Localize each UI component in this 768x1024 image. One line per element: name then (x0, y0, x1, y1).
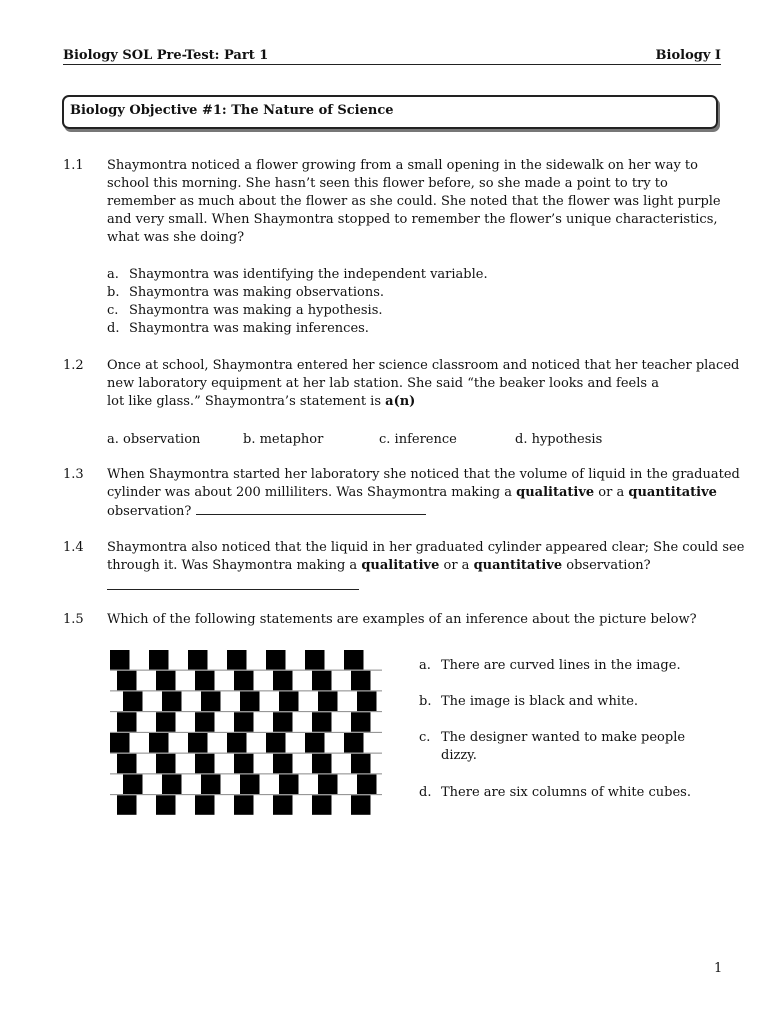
answer-option (107, 320, 369, 338)
illusion-tile (117, 671, 137, 691)
option-letter: c. (419, 730, 431, 745)
answer-option (107, 266, 488, 284)
illusion-tile (117, 712, 137, 732)
illusion-tile (195, 795, 215, 815)
illusion-tile (312, 671, 332, 691)
option-text: Shaymontra was identifying the independent variable. (129, 267, 488, 282)
illusion-tile (156, 671, 176, 691)
illusion-tile (162, 692, 182, 712)
illusion-tile (162, 775, 182, 795)
option-text: Shaymontra was making observations. (129, 285, 385, 300)
option-letter: a. (107, 267, 119, 282)
option-text: Shaymontra was making a hypothesis. (129, 303, 383, 318)
answer-option: a. observation (107, 432, 201, 447)
illusion-tile (351, 754, 371, 774)
illusion-tile (273, 754, 293, 774)
illusion-tile (318, 775, 338, 795)
question-number: 1.3 (63, 467, 84, 482)
question-number: 1.5 (63, 612, 84, 627)
illusion-tile (195, 671, 215, 691)
option-text: There are curved lines in the image. (441, 658, 681, 673)
illusion-tile (357, 775, 377, 795)
illusion-tile (234, 795, 254, 815)
illusion-tile (201, 692, 221, 712)
page-header (63, 48, 721, 65)
question-line (107, 393, 415, 411)
option-letter: a. (419, 658, 431, 673)
illusion-tile (227, 733, 247, 753)
question-line (107, 484, 717, 502)
question-line-text: observation? (107, 504, 196, 519)
question-line-text: or a (439, 558, 474, 573)
illusion-tile (195, 754, 215, 774)
question-line-text: through it. Was Shaymontra making a (107, 558, 362, 573)
illusion-tile (188, 733, 208, 753)
question-emphasis: quantitative (473, 558, 563, 573)
illusion-tile (149, 650, 169, 670)
illusion-tile (123, 692, 143, 712)
answer-option: d. hypothesis (515, 432, 603, 447)
answer-blank[interactable] (196, 502, 426, 515)
objective-title: Biology Objective #1: The Nature of Science (70, 103, 394, 118)
illusion-tile (240, 692, 260, 712)
option-letter: b. (107, 285, 120, 300)
answer-option (419, 693, 719, 711)
answer-option (419, 784, 719, 802)
question-line-text: observation? (562, 558, 651, 573)
illusion-tile (273, 712, 293, 732)
illusion-tile (351, 712, 371, 732)
illusion-tile (273, 795, 293, 815)
header-course: Biology I (655, 48, 721, 63)
answer-option (419, 729, 709, 765)
illusion-tile (351, 671, 371, 691)
illusion-tile (117, 795, 137, 815)
option-text: There are six columns of white cubes. (441, 785, 691, 800)
question-line: When Shaymontra started her laboratory she noticed that the volume of liquid in the graduated (107, 467, 740, 482)
objective-box (62, 95, 718, 129)
illusion-tile (273, 671, 293, 691)
illusion-tile (188, 650, 208, 670)
option-text: The image is black and white. (441, 694, 639, 709)
illusion-tile (344, 733, 364, 753)
question-line (107, 557, 651, 575)
illusion-tile (234, 671, 254, 691)
question-line: new laboratory equipment at her lab station. She said “the beaker looks and feels a (107, 376, 659, 391)
page-number: 1 (714, 961, 723, 976)
question-emphasis: a(n) (385, 394, 416, 409)
question-line-text: or a (594, 485, 629, 500)
option-text: Shaymontra was making inferences. (129, 321, 369, 336)
illusion-tile (266, 733, 286, 753)
header-title: Biology SOL Pre-Test: Part 1 (63, 48, 269, 63)
illusion-tile (312, 712, 332, 732)
illusion-tile (351, 795, 371, 815)
illusion-tile (227, 650, 247, 670)
illusion-tile (240, 775, 260, 795)
answer-option (107, 302, 383, 320)
illusion-tile (318, 692, 338, 712)
answer-option: b. metaphor (243, 432, 324, 447)
question-line-text: lot like glass.” Shaymontra’s statement is (107, 394, 386, 409)
question-text: Shaymontra noticed a flower growing from a small opening in the sidewalk on her way to school this morning. She hasn’t seen this flower before, so she made a point to try to remember as much about the flower as she could. She noted that the flower was light purple and very small. When Shaymontra stopped to remember the flower’s unique characteristics, what was she doing? (107, 158, 721, 245)
question-emphasis: qualitative (361, 558, 440, 573)
question-line: Shaymontra also noticed that the liquid in her graduated cylinder appeared clear; She could see (107, 540, 745, 555)
question-number: 1.4 (63, 540, 84, 555)
question-line (107, 502, 426, 521)
question-line-text: cylinder was about 200 milliliters. Was Shaymontra making a (107, 485, 517, 500)
illusion-tile (312, 795, 332, 815)
answer-option (419, 657, 719, 675)
illusion-tile (156, 754, 176, 774)
illusion-tile (201, 775, 221, 795)
question-emphasis: quantitative (628, 485, 717, 500)
illusion-tile (312, 754, 332, 774)
illusion-tile (305, 650, 325, 670)
illusion-tile (156, 712, 176, 732)
illusion-tile (344, 650, 364, 670)
answer-option: c. inference (379, 432, 457, 447)
option-letter: c. (107, 303, 119, 318)
illusion-tile (305, 733, 325, 753)
answer-blank[interactable] (107, 577, 359, 590)
illusion-tile (149, 733, 169, 753)
illusion-tile (110, 733, 130, 753)
illusion-tile (234, 754, 254, 774)
illusion-tile (195, 712, 215, 732)
option-letter: d. (419, 785, 432, 800)
illusion-tile (234, 712, 254, 732)
illusion-tile (266, 650, 286, 670)
cafe-wall-illusion-image (110, 650, 382, 816)
question-number: 1.2 (63, 358, 84, 373)
illusion-tile (357, 692, 377, 712)
illusion-tile (279, 692, 299, 712)
option-letter: b. (419, 694, 432, 709)
option-text: The designer wanted to make people dizzy. (441, 730, 686, 763)
option-letter: d. (107, 321, 120, 336)
question-number: 1.1 (63, 158, 84, 173)
answer-option (107, 284, 384, 302)
question-line: Once at school, Shaymontra entered her science classroom and noticed that her teacher placed (107, 358, 740, 373)
question-emphasis: qualitative (516, 485, 595, 500)
illusion-tile (117, 754, 137, 774)
illusion-tile (123, 775, 143, 795)
illusion-tile (156, 795, 176, 815)
question-text: Which of the following statements are examples of an inference about the picture below? (107, 612, 697, 627)
illusion-tile (279, 775, 299, 795)
illusion-tile (110, 650, 130, 670)
